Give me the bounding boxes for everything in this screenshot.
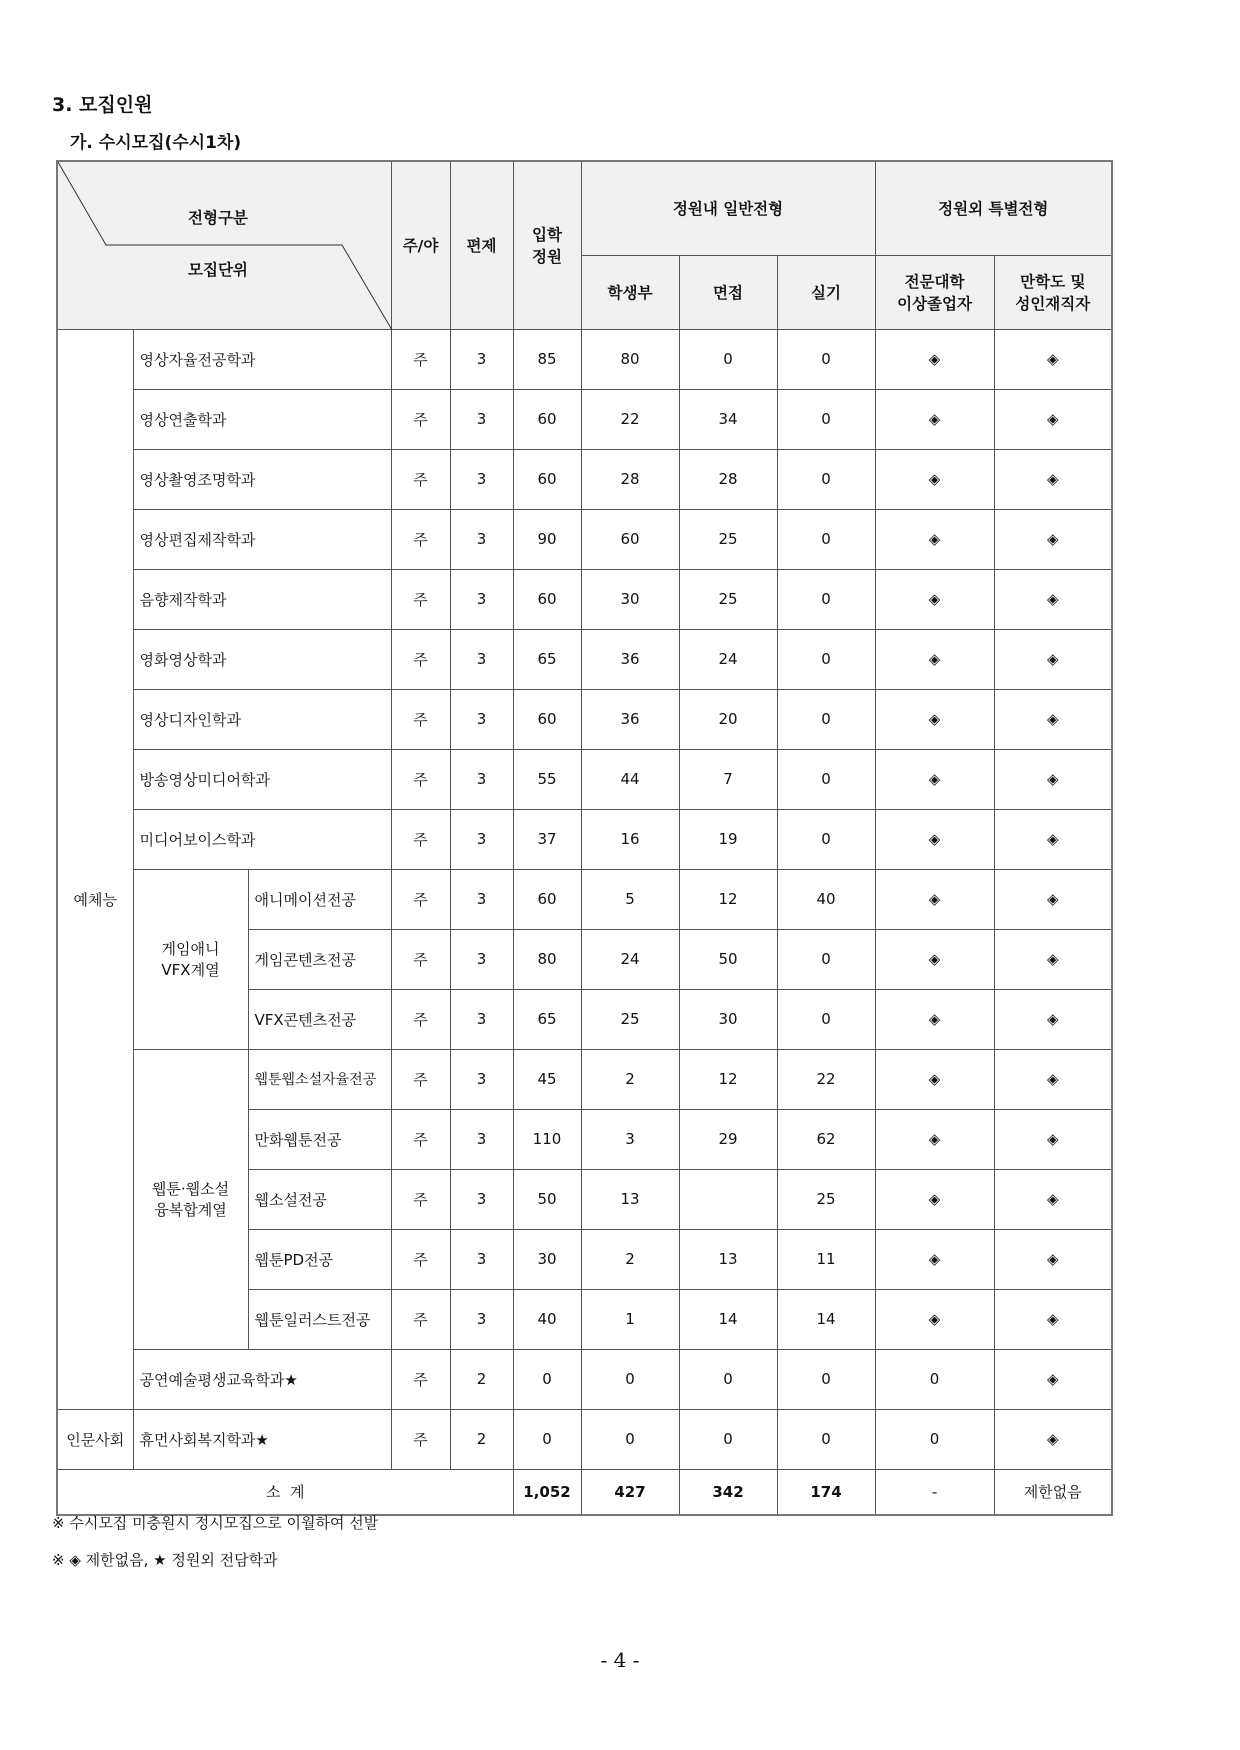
adult-cell: ◈ xyxy=(994,749,1112,809)
adult-cell: ◈ xyxy=(994,1229,1112,1289)
day-night-cell: 주 xyxy=(391,929,450,989)
page-number: - 4 - xyxy=(600,1648,640,1672)
quota-cell: 30 xyxy=(513,1229,581,1289)
adult-cell: ◈ xyxy=(994,1409,1112,1469)
practical-cell: 22 xyxy=(777,1049,875,1109)
system-cell: 3 xyxy=(450,389,513,449)
college-grad-cell: ◈ xyxy=(875,989,994,1049)
record-cell: 25 xyxy=(581,989,679,1049)
major-name: 웹툰PD전공 xyxy=(248,1229,391,1289)
quota-cell: 55 xyxy=(513,749,581,809)
interview-cell: 20 xyxy=(679,689,777,749)
major-name: 웹툰웹소설자율전공 xyxy=(248,1049,391,1109)
header-quota: 입학 정원 xyxy=(513,161,581,329)
total-practical: 174 xyxy=(777,1469,875,1515)
record-cell: 24 xyxy=(581,929,679,989)
admission-quota-table xyxy=(56,160,1113,1516)
table-row xyxy=(57,1349,1112,1409)
day-night-cell: 주 xyxy=(391,809,450,869)
table-row xyxy=(57,1409,1112,1469)
system-cell: 3 xyxy=(450,809,513,869)
practical-cell: 14 xyxy=(777,1289,875,1349)
record-cell: 13 xyxy=(581,1169,679,1229)
college-grad-cell: ◈ xyxy=(875,569,994,629)
practical-cell: 0 xyxy=(777,629,875,689)
interview-cell: 24 xyxy=(679,629,777,689)
adult-cell: ◈ xyxy=(994,1049,1112,1109)
interview-cell: 12 xyxy=(679,869,777,929)
sub-title: 가. 수시모집(수시1차) xyxy=(70,133,242,153)
practical-cell: 0 xyxy=(777,569,875,629)
record-cell: 30 xyxy=(581,569,679,629)
record-cell: 44 xyxy=(581,749,679,809)
college-grad-cell: ◈ xyxy=(875,509,994,569)
quota-cell: 60 xyxy=(513,689,581,749)
record-cell: 5 xyxy=(581,869,679,929)
day-night-cell: 주 xyxy=(391,1409,450,1469)
footnote-legend: ※ ◈ 제한없음, ★ 정원외 전담학과 xyxy=(52,1551,278,1569)
college-grad-cell: ◈ xyxy=(875,389,994,449)
college-grad-cell: ◈ xyxy=(875,809,994,869)
header-unit-label: 모집단위 xyxy=(188,261,248,279)
interview-cell: 30 xyxy=(679,989,777,1049)
division-arts: 예체능 xyxy=(57,329,133,1409)
total-quota: 1,052 xyxy=(513,1469,581,1515)
day-night-cell: 주 xyxy=(391,869,450,929)
practical-cell: 0 xyxy=(777,449,875,509)
adult-cell: ◈ xyxy=(994,329,1112,389)
interview-cell: 34 xyxy=(679,389,777,449)
division-humanities: 인문사회 xyxy=(57,1409,133,1469)
quota-cell: 65 xyxy=(513,989,581,1049)
system-cell: 3 xyxy=(450,929,513,989)
major-name: 웹툰일러스트전공 xyxy=(248,1289,391,1349)
practical-cell: 0 xyxy=(777,1349,875,1409)
major-name: 웹소설전공 xyxy=(248,1169,391,1229)
record-cell: 2 xyxy=(581,1229,679,1289)
practical-cell: 0 xyxy=(777,749,875,809)
system-cell: 3 xyxy=(450,1169,513,1229)
system-cell: 3 xyxy=(450,1109,513,1169)
adult-cell: ◈ xyxy=(994,569,1112,629)
dept-name: 영상촬영조명학과 xyxy=(133,449,391,509)
record-cell: 0 xyxy=(581,1409,679,1469)
adult-cell: ◈ xyxy=(994,1169,1112,1229)
total-row xyxy=(57,1469,1112,1515)
college-grad-cell: ◈ xyxy=(875,449,994,509)
dept-name: 음향제작학과 xyxy=(133,569,391,629)
college-grad-cell: ◈ xyxy=(875,689,994,749)
major-name: 게임콘텐츠전공 xyxy=(248,929,391,989)
college-grad-cell: 0 xyxy=(875,1349,994,1409)
day-night-cell: 주 xyxy=(391,449,450,509)
adult-cell: ◈ xyxy=(994,629,1112,689)
header-diagonal-cell xyxy=(57,161,391,329)
header-practical: 실기 xyxy=(777,255,875,329)
adult-cell: ◈ xyxy=(994,1349,1112,1409)
practical-cell: 62 xyxy=(777,1109,875,1169)
table-row xyxy=(57,1049,1112,1109)
system-cell: 3 xyxy=(450,1049,513,1109)
dept-name: 영상편집제작학과 xyxy=(133,509,391,569)
college-grad-cell: ◈ xyxy=(875,1169,994,1229)
practical-cell: 11 xyxy=(777,1229,875,1289)
diagonal-lines xyxy=(58,162,392,330)
adult-cell: ◈ xyxy=(994,689,1112,749)
dept-name: 방송영상미디어학과 xyxy=(133,749,391,809)
system-cell: 3 xyxy=(450,509,513,569)
practical-cell: 0 xyxy=(777,989,875,1049)
dept-name: 영상연출학과 xyxy=(133,389,391,449)
practical-cell: 0 xyxy=(777,329,875,389)
interview-cell: 28 xyxy=(679,449,777,509)
system-cell: 3 xyxy=(450,629,513,689)
interview-cell: 25 xyxy=(679,509,777,569)
quota-cell: 45 xyxy=(513,1049,581,1109)
major-name: VFX콘텐츠전공 xyxy=(248,989,391,1049)
dept-name: 미디어보이스학과 xyxy=(133,809,391,869)
interview-cell: 12 xyxy=(679,1049,777,1109)
table-row xyxy=(57,869,1112,929)
practical-cell: 0 xyxy=(777,509,875,569)
college-grad-cell: ◈ xyxy=(875,869,994,929)
group-game-vfx: 게임애니 VFX계열 xyxy=(133,869,248,1049)
interview-cell: 13 xyxy=(679,1229,777,1289)
practical-cell: 0 xyxy=(777,689,875,749)
practical-cell: 0 xyxy=(777,809,875,869)
quota-cell: 60 xyxy=(513,869,581,929)
system-cell: 3 xyxy=(450,749,513,809)
adult-cell: ◈ xyxy=(994,509,1112,569)
header-adult: 만학도 및 성인재직자 xyxy=(994,255,1112,329)
record-cell: 36 xyxy=(581,629,679,689)
table-row xyxy=(57,749,1112,809)
interview-cell: 29 xyxy=(679,1109,777,1169)
group-webtoon: 웹툰·웹소설 융복합계열 xyxy=(133,1049,248,1349)
dept-name: 휴먼사회복지학과★ xyxy=(133,1409,391,1469)
day-night-cell: 주 xyxy=(391,1169,450,1229)
header-interview: 면접 xyxy=(679,255,777,329)
interview-cell: 50 xyxy=(679,929,777,989)
adult-cell: ◈ xyxy=(994,449,1112,509)
dept-name: 공연예술평생교육학과★ xyxy=(133,1349,391,1409)
quota-cell: 37 xyxy=(513,809,581,869)
table-row xyxy=(57,689,1112,749)
day-night-cell: 주 xyxy=(391,1109,450,1169)
table-row xyxy=(57,809,1112,869)
record-cell: 2 xyxy=(581,1049,679,1109)
total-record: 427 xyxy=(581,1469,679,1515)
record-cell: 16 xyxy=(581,809,679,869)
interview-cell: 14 xyxy=(679,1289,777,1349)
quota-cell: 0 xyxy=(513,1409,581,1469)
total-adult: 제한없음 xyxy=(994,1469,1112,1515)
practical-cell: 0 xyxy=(777,389,875,449)
system-cell: 3 xyxy=(450,329,513,389)
section-title: 3. 모집인원 xyxy=(52,94,153,116)
table-row xyxy=(57,569,1112,629)
total-college-grad: - xyxy=(875,1469,994,1515)
system-cell: 3 xyxy=(450,869,513,929)
interview-cell: 0 xyxy=(679,329,777,389)
adult-cell: ◈ xyxy=(994,989,1112,1049)
college-grad-cell: ◈ xyxy=(875,1229,994,1289)
day-night-cell: 주 xyxy=(391,1289,450,1349)
header-system: 편제 xyxy=(450,161,513,329)
college-grad-cell: ◈ xyxy=(875,929,994,989)
adult-cell: ◈ xyxy=(994,389,1112,449)
table-row xyxy=(57,389,1112,449)
header-type-label: 전형구분 xyxy=(188,209,248,227)
college-grad-cell: ◈ xyxy=(875,1049,994,1109)
table-row xyxy=(57,329,1112,389)
major-name: 애니메이션전공 xyxy=(248,869,391,929)
system-cell: 3 xyxy=(450,569,513,629)
header-day-night: 주/야 xyxy=(391,161,450,329)
record-cell: 80 xyxy=(581,329,679,389)
college-grad-cell: ◈ xyxy=(875,749,994,809)
system-cell: 3 xyxy=(450,689,513,749)
day-night-cell: 주 xyxy=(391,389,450,449)
table-row xyxy=(57,509,1112,569)
adult-cell: ◈ xyxy=(994,929,1112,989)
college-grad-cell: ◈ xyxy=(875,329,994,389)
interview-cell: 19 xyxy=(679,809,777,869)
quota-cell: 50 xyxy=(513,1169,581,1229)
quota-cell: 80 xyxy=(513,929,581,989)
quota-cell: 65 xyxy=(513,629,581,689)
quota-cell: 0 xyxy=(513,1349,581,1409)
table-row xyxy=(57,629,1112,689)
adult-cell: ◈ xyxy=(994,1289,1112,1349)
college-grad-cell: ◈ xyxy=(875,1289,994,1349)
college-grad-cell: ◈ xyxy=(875,629,994,689)
total-label: 소 계 xyxy=(57,1469,513,1515)
system-cell: 2 xyxy=(450,1349,513,1409)
day-night-cell: 주 xyxy=(391,689,450,749)
system-cell: 3 xyxy=(450,1289,513,1349)
record-cell: 36 xyxy=(581,689,679,749)
interview-cell: 7 xyxy=(679,749,777,809)
record-cell: 0 xyxy=(581,1349,679,1409)
interview-cell: 25 xyxy=(679,569,777,629)
interview-cell xyxy=(679,1169,777,1229)
record-cell: 1 xyxy=(581,1289,679,1349)
system-cell: 2 xyxy=(450,1409,513,1469)
day-night-cell: 주 xyxy=(391,1049,450,1109)
practical-cell: 0 xyxy=(777,1409,875,1469)
quota-cell: 60 xyxy=(513,569,581,629)
quota-cell: 110 xyxy=(513,1109,581,1169)
college-grad-cell: ◈ xyxy=(875,1109,994,1169)
footnote-transfer: ※ 수시모집 미충원시 정시모집으로 이월하여 선발 xyxy=(52,1514,379,1532)
system-cell: 3 xyxy=(450,1229,513,1289)
record-cell: 3 xyxy=(581,1109,679,1169)
day-night-cell: 주 xyxy=(391,629,450,689)
record-cell: 28 xyxy=(581,449,679,509)
record-cell: 22 xyxy=(581,389,679,449)
interview-cell: 0 xyxy=(679,1409,777,1469)
day-night-cell: 주 xyxy=(391,749,450,809)
day-night-cell: 주 xyxy=(391,509,450,569)
practical-cell: 25 xyxy=(777,1169,875,1229)
system-cell: 3 xyxy=(450,989,513,1049)
major-name: 만화웹툰전공 xyxy=(248,1109,391,1169)
quota-cell: 60 xyxy=(513,389,581,449)
dept-name: 영상디자인학과 xyxy=(133,689,391,749)
record-cell: 60 xyxy=(581,509,679,569)
header-special-group: 정원외 특별전형 xyxy=(875,161,1112,255)
quota-cell: 90 xyxy=(513,509,581,569)
header-record: 학생부 xyxy=(581,255,679,329)
adult-cell: ◈ xyxy=(994,809,1112,869)
practical-cell: 0 xyxy=(777,929,875,989)
interview-cell: 0 xyxy=(679,1349,777,1409)
system-cell: 3 xyxy=(450,449,513,509)
day-night-cell: 주 xyxy=(391,1229,450,1289)
adult-cell: ◈ xyxy=(994,1109,1112,1169)
dept-name: 영화영상학과 xyxy=(133,629,391,689)
practical-cell: 40 xyxy=(777,869,875,929)
adult-cell: ◈ xyxy=(994,869,1112,929)
day-night-cell: 주 xyxy=(391,989,450,1049)
quota-cell: 85 xyxy=(513,329,581,389)
header-general-group: 정원내 일반전형 xyxy=(581,161,875,255)
dept-name: 영상자율전공학과 xyxy=(133,329,391,389)
table-row xyxy=(57,449,1112,509)
header-college-grad: 전문대학 이상졸업자 xyxy=(875,255,994,329)
day-night-cell: 주 xyxy=(391,329,450,389)
quota-cell: 60 xyxy=(513,449,581,509)
day-night-cell: 주 xyxy=(391,569,450,629)
quota-cell: 40 xyxy=(513,1289,581,1349)
college-grad-cell: 0 xyxy=(875,1409,994,1469)
day-night-cell: 주 xyxy=(391,1349,450,1409)
total-interview: 342 xyxy=(679,1469,777,1515)
